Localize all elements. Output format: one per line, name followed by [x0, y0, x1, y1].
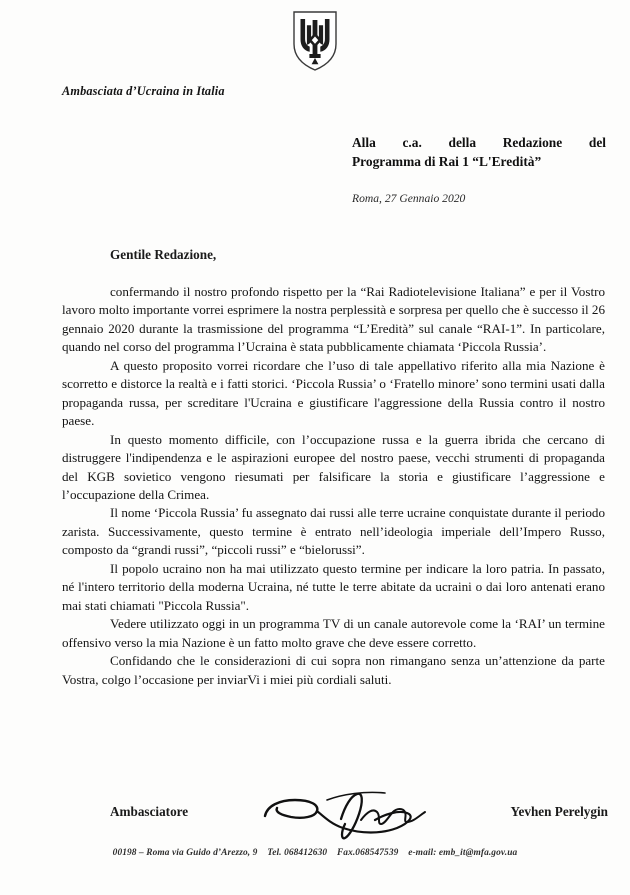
body-paragraph: In questo momento difficile, con l’occupazione russa e la guerra ibrida che cercano di distruggere l'indipendenza e le aspirazioni europee del nostro paese, vecchi strumenti di propaganda del KGB sovietico vengono riesumati per falsificare la storia e giustificare l’aggressione e l’occupazione della Crimea. — [62, 431, 605, 502]
signature-block — [62, 798, 608, 846]
signature-name: Yevhen Perelygin — [510, 804, 608, 819]
letter-body — [62, 247, 605, 689]
footer-address: 00198 – Roma via Guido d’Arezzo, 9 — [112, 848, 258, 858]
footer-phone: Tel. 068412630 — [267, 848, 328, 858]
body-paragraph: Il nome ‘Piccola Russia’ fu assegnato dai russi alle terre ucraine conquistate durante il periodo zarista. Successivamente, questo termine è entrato nell’ideologia imperiale dell’Impero Russo, composto da “grandi russi”, “piccoli russi” e “bielorussi”. — [62, 505, 605, 558]
organization-name: Ambasciata d’Ucraina in Italia — [62, 84, 225, 98]
addressee-line-2: Programma di Rai 1 “L'Eredità” — [352, 154, 542, 169]
emblem-container — [0, 10, 630, 78]
footer-email: e-mail: emb_it@mfa.gov.ua — [408, 848, 518, 858]
date-line: Roma, 27 Gennaio 2020 — [352, 192, 466, 205]
salutation: Gentile Redazione, — [110, 247, 217, 262]
addressee-line-1: Alla c.a. della Redazione del — [352, 135, 606, 150]
ukraine-trident-coat-of-arms-icon — [291, 10, 339, 72]
addressee-block — [352, 133, 606, 171]
letterhead — [0, 0, 630, 99]
signature-role: Ambasciatore — [110, 804, 189, 819]
body-paragraph: Il popolo ucraino non ha mai utilizzato questo termine per indicare la loro patria. In passato, né l'intero territorio della moderna Ucraina, né tutte le terre abitate da ucraini o dai loro antenati erano mai stati chiamati "Piccola Russia". — [62, 560, 605, 613]
footer-contact-bar — [0, 848, 630, 858]
body-paragraph: confermando il nostro profondo rispetto per la “Rai Radiotelevisione Italiana” e per il Vostro lavoro molto importante vorrei esprimere la nostra perplessità e sorpresa per quello che è successo il 26 gennaio 2020 durante la trasmissione del programma “L’Eredità” sul canale “RAI-1”. In particolare, quando nel corso del programma l’Ucraina è stata pubblicamente chiamata ‘Piccola Russia’. — [62, 284, 605, 355]
body-paragraph: A questo proposito vorrei ricordare che l’uso di tale appellativo riferito alla mia Nazione è scorretto e distorce la realtà e i fatti storici. ‘Piccola Russia’ o ‘Fratello minore’ sono termini usati dalla propaganda russa, per screditare l'Ucraina e giustificare l'aggressione della Russia contro il nostro paese. — [62, 357, 605, 429]
body-paragraph: Confidando che le considerazioni di cui sopra non rimangano senza un’attenzione da parte Vostra, colgo l’occasione per inviarVi i miei più cordiali saluti. — [62, 653, 605, 687]
handwritten-signature-icon — [257, 786, 472, 846]
body-paragraph: Vedere utilizzato oggi in un programma TV di un canale autorevole come la ‘RAI’ un termine offensivo verso la mia Nazione è un fatto molto grave che deve essere corretto. — [62, 616, 605, 650]
footer-fax: Fax.068547539 — [336, 848, 399, 858]
